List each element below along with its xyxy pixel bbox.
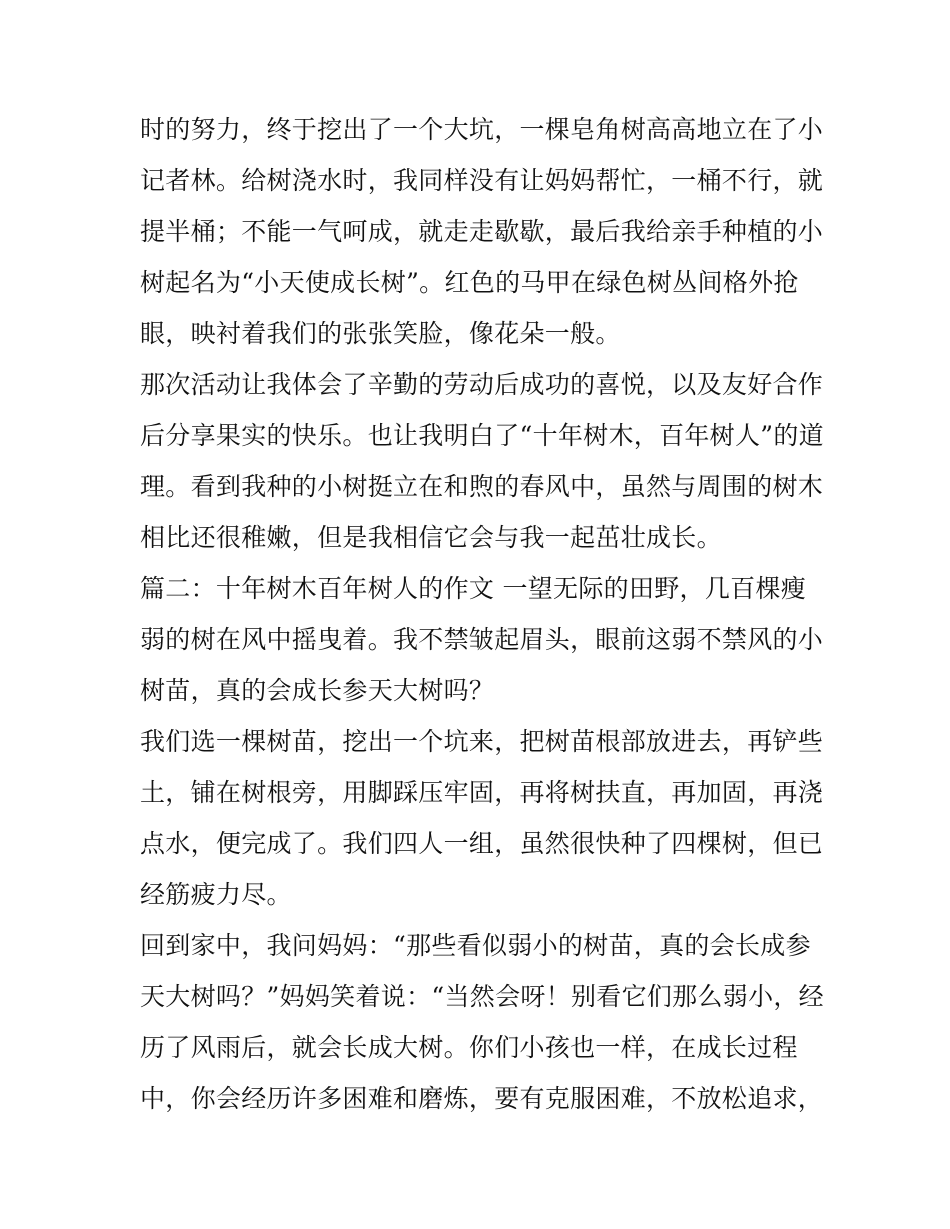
text-line: 点水，便完成了。我们四人一组，虽然很快种了四棵树，但已 [140,829,824,858]
text-line: 回到家中，我问妈妈：“那些看似弱小的树苗，真的会长成参 [140,931,811,960]
text-line: 后分享果实的快乐。也让我明白了“十年树木，百年树人”的道 [140,421,824,450]
text-line: 记者林。给树浇水时，我同样没有让妈妈帮忙，一桶不行，就 [140,166,824,195]
text-line: 提半桶；不能一气呵成，就走走歇歇，最后我给亲手种植的小 [140,217,824,246]
text-line: 树起名为“小天使成长树”。红色的马甲在绿色树丛间格外抢 [140,268,799,297]
text-line: 那次活动让我体会了辛勤的劳动后成功的喜悦，以及友好合作 [140,370,824,399]
essay-text-block [140,104,824,1124]
section-heading-line: 篇二：十年树木百年树人的作文 一望无际的田野，几百棵瘦 [140,574,807,603]
text-line: 时的努力，终于挖出了一个大坑，一棵皂角树高高地立在了小 [140,115,824,144]
text-line: 经筋疲力尽。 [140,880,292,909]
text-line: 我们选一棵树苗，挖出一个坑来，把树苗根部放进去，再铲些 [140,727,824,756]
text-line: 土，铺在树根旁，用脚踩压牢固，再将树扶直，再加固，再浇 [140,778,824,807]
text-line: 历了风雨后，就会长成大树。你们小孩也一样，在成长过程 [140,1033,798,1062]
text-line: 天大树吗？”妈妈笑着说：“当然会呀！别看它们那么弱小，经 [140,982,824,1011]
text-line: 眼，映衬着我们的张张笑脸，像花朵一般。 [140,319,621,348]
text-line: 相比还很稚嫩，但是我相信它会与我一起茁壮成长。 [140,523,722,552]
text-line: 树苗，真的会成长参天大树吗？ [140,676,495,705]
text-line: 弱的树在风中摇曳着。我不禁皱起眉头，眼前这弱不禁风的小 [140,625,824,654]
text-line: 理。看到我种的小树挺立在和煦的春风中，虽然与周围的树木 [140,472,824,501]
text-line: 中，你会经历许多困难和磨炼，要有克服困难，不放松追求， [140,1084,824,1113]
